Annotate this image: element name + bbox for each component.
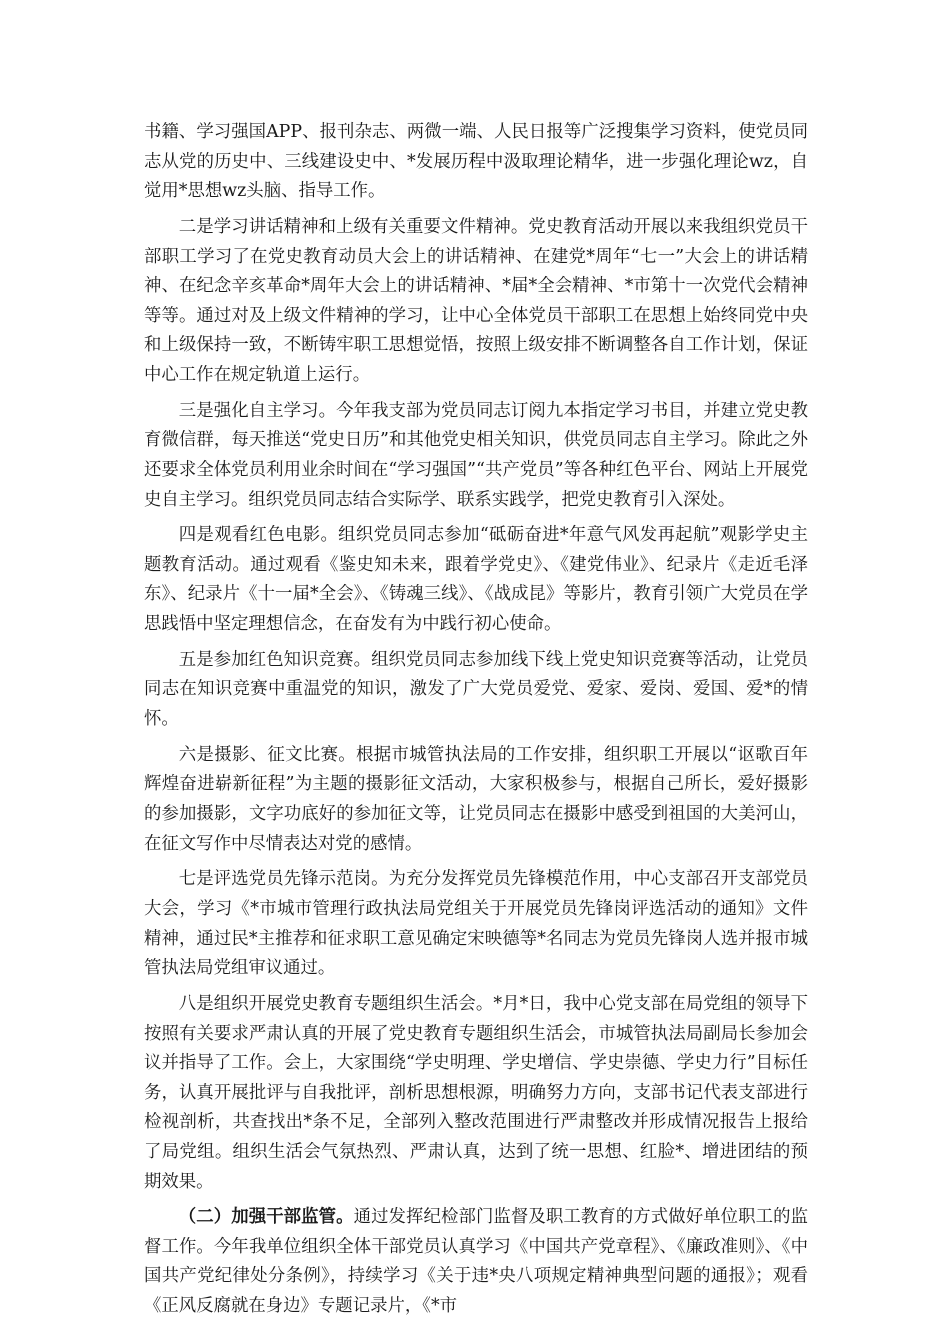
document-page [144, 118, 808, 1328]
paragraph-2: 二是学习讲话精神和上级有关重要文件精神。党史教育活动开展以来我组织党员干部职工学习了在党史教育动员大会上的讲话精神、在建党*周年“七一”大会上的讲话精神、在纪念辛亥革命*周年大会上的讲话精神、*届*全会精神、*市第十一次党代会精神等等。通过对及上级文件精神的学习，让中心全体党员干部职工在思想上始终同党中央和上级保持一致，不断铸牢职工思想觉悟，按照上级安排不断调整各自工作计划，保证中心工作在规定轨道上运行。 [144, 216, 808, 385]
paragraph-7: 七是评选党员先锋示范岗。为充分发挥党员先锋模范作用，中心支部召开支部党员大会，学习《*市城市管理行政执法局党组关于开展党员先锋岗评选活动的通知》文件精神，通过民*主推荐和征求职工意见确定宋映德等*名同志为党员先锋岗人选并报市城管执法局党组审议通过。 [144, 869, 808, 979]
section-paragraph [144, 1203, 808, 1321]
paragraph-4: 四是观看红色电影。组织党员同志参加“砥砺奋进*年意气风发再起航”观影学史主题教育活动。通过观看《鉴史知未来，跟着学党史》、《建党伟业》、纪录片《走近毛泽东》、纪录片《十一届*全会》、《铸魂三线》、《战成昆》等影片，教育引领广大党员在学思践悟中坚定理想信念，在奋发有为中践行初心使命。 [144, 525, 808, 635]
paragraph-6: 六是摄影、征文比赛。根据市城管执法局的工作安排，组织职工开展以“讴歌百年辉煌奋进崭新征程”为主题的摄影征文活动，大家积极参与，根据自己所长，爱好摄影的参加摄影，文字功底好的参加征文等，让党员同志在摄影中感受到祖国的大美河山，在征文写作中尽情表达对党的感情。 [144, 744, 808, 854]
section-body: 通过发挥纪检部门监督及职工教育的方式做好单位职工的监督工作。今年我单位组织全体干部党员认真学习《中国共产党章程》、《廉政准则》、《中国共产党纪律处分条例》，持续学习《关于违*央八项规定精神典型问题的通报》；观看《正风反腐就在身边》专题记录片，《*市 [144, 1207, 808, 1317]
paragraph-5: 五是参加红色知识竞赛。组织党员同志参加线下线上党史知识竞赛等活动，让党员同志在知识竞赛中重温党的知识，激发了广大党员爱党、爱家、爱岗、爱国、爱*的情怀。 [144, 649, 808, 730]
paragraph-3: 三是强化自主学习。今年我支部为党员同志订阅九本指定学习书目，并建立党史教育微信群，每天推送“党史日历”和其他党史相关知识，供党员同志自主学习。除此之外还要求全体党员利用业余时间在“学习强国”“共产党员”等各种红色平台、网站上开展党史自主学习。组织党员同志结合实际学、联系实践学，把党史教育引入深处。 [144, 400, 808, 510]
paragraph-8: 八是组织开展党史教育专题组织生活会。*月*日，我中心党支部在局党组的领导下按照有关要求严肃认真的开展了党史教育专题组织生活会，市城管执法局副局长参加会议并指导了工作。会上，大家围绕“学史明理、学史增信、学史崇德、学史力行”目标任务，认真开展批评与自我批评，剖析思想根源，明确努力方向，支部书记代表支部进行检视剖析，共查找出*条不足，全部列入整改范围进行严肃整改并形成情况报告上报给了局党组。组织生活会气氛热烈、严肃认真，达到了统一思想、红脸*、增进团结的预期效果。 [144, 993, 808, 1192]
paragraph-1: 书籍、学习强国APP、报刊杂志、两微一端、人民日报等广泛搜集学习资料，使党员同志从党的历史中、三线建设史中、*发展历程中汲取理论精华，进一步强化理论wz，自觉用*思想wz头脑、指导工作。 [144, 122, 808, 202]
section-heading: （二）加强干部监管。 [178, 1207, 354, 1228]
